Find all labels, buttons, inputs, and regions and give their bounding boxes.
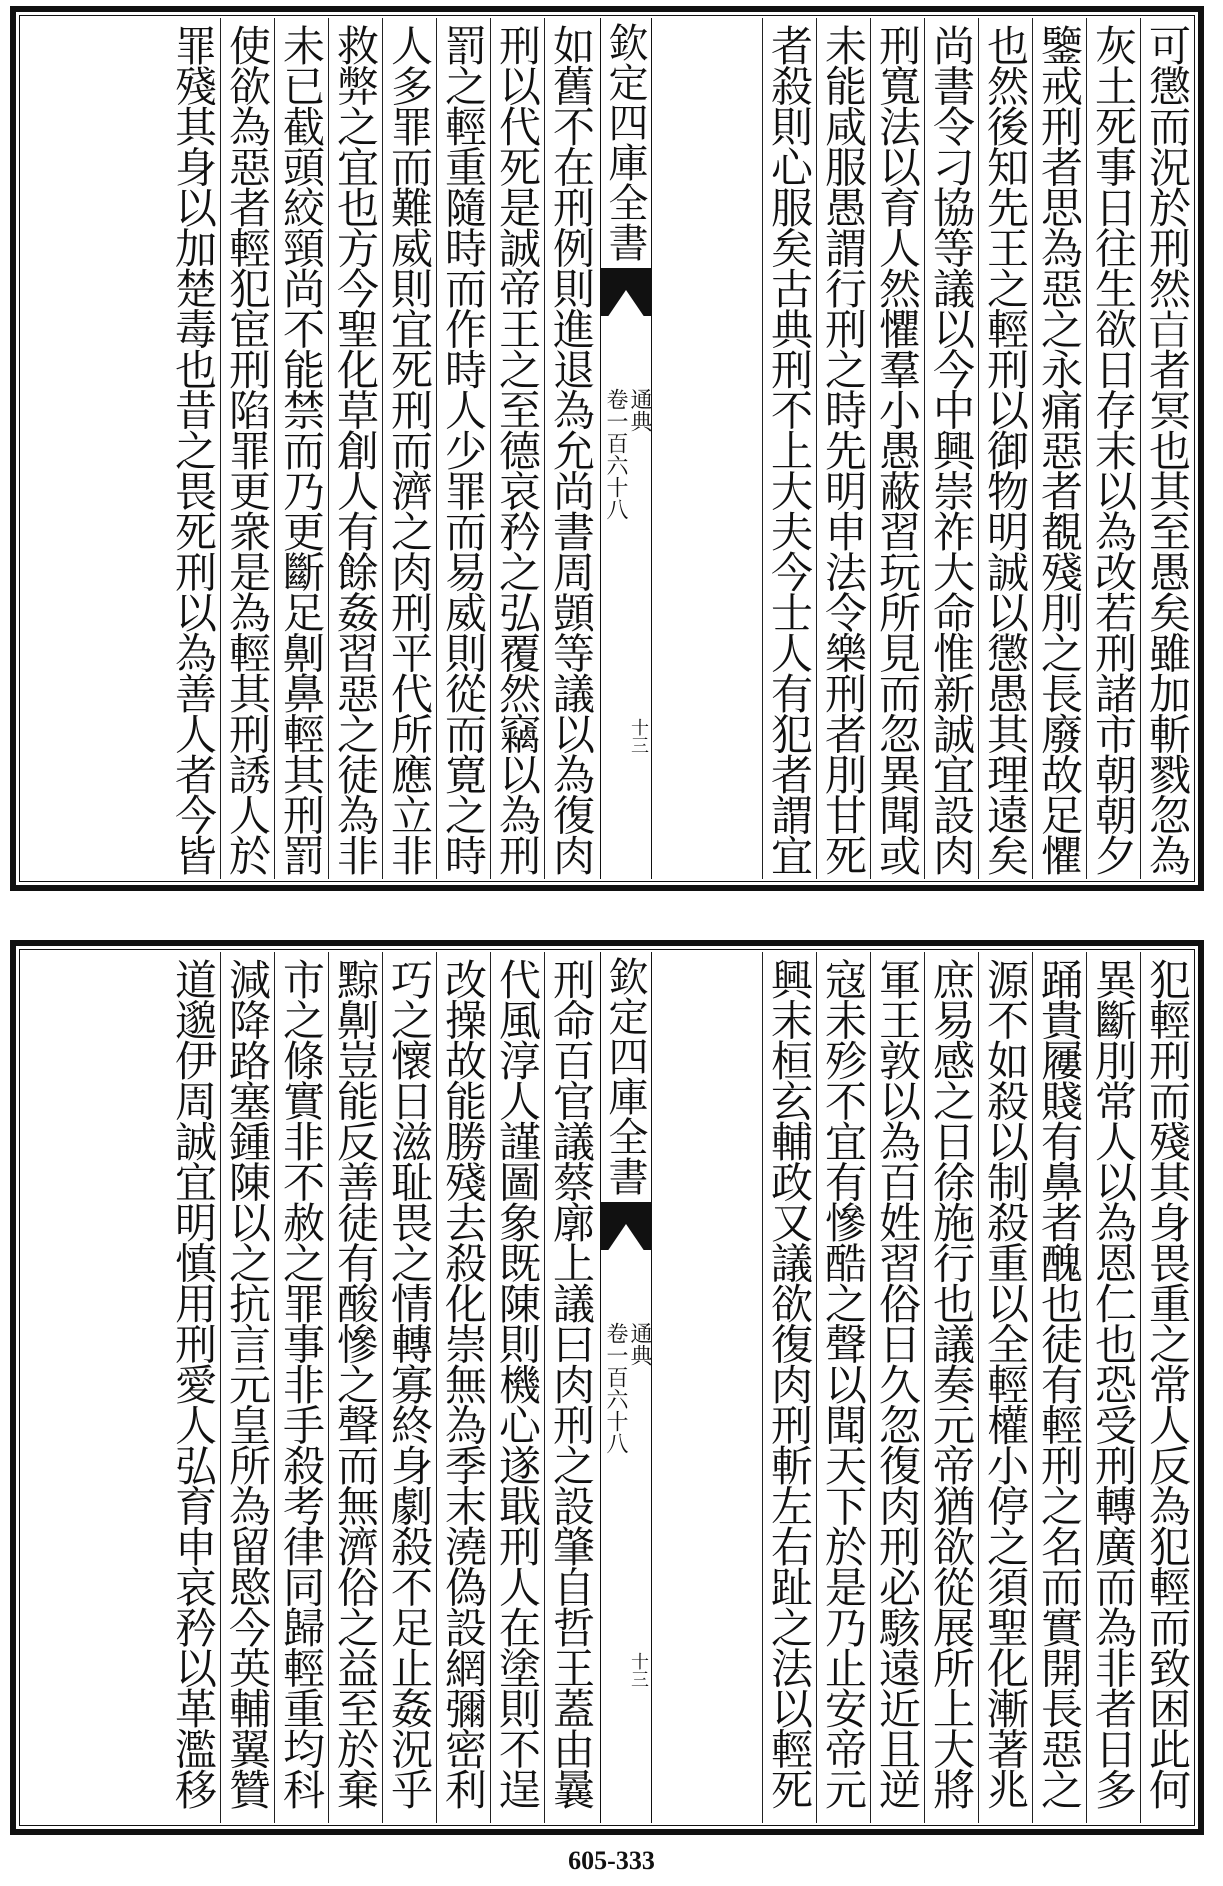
text-column: 灰土死事日往生欲日存末以為改若刑諸市朝朝夕 [1086, 18, 1140, 879]
text-column: 罰之輕重隨時而作時人少罪而易威則從而寛之時 [436, 18, 490, 879]
fishtail-mark [601, 268, 651, 316]
center-title: 欽定四庫全書 [602, 22, 648, 262]
page-number: 605-333 [568, 1846, 655, 1875]
center-title: 欽定四庫全書 [602, 956, 648, 1196]
text-column: 興末桓玄輔政又議欲復肉刑斬左右趾之法以輕死 [762, 952, 816, 1823]
text-column: 刑寬法以育人然懼羣小愚蔽習玩所見而忽異聞或 [870, 18, 924, 879]
text-column: 黥劓豈能反善徒有酸慘之聲而無濟俗之益至於棄 [328, 952, 382, 1823]
text-column: 代風淳人謹圖象既陳則機心遂戢刑人在塗則不逞 [490, 952, 544, 1823]
volume-number: 卷一百六十八 [603, 1322, 628, 1454]
center-fold [600, 18, 652, 879]
volume-number: 卷一百六十八 [603, 388, 628, 520]
folio-number: 十三 [628, 1652, 649, 1688]
text-column: 寇未殄不宜有慘酷之聲以聞天下於是乃止安帝元 [816, 952, 870, 1823]
text-column: 鑒戒刑者思為惡之永痛惡者覩殘刖之長廢故足懼 [1032, 18, 1086, 879]
text-column: 者殺則心服矣古典刑不上大夫今士人有犯者謂宜 [762, 18, 816, 879]
bottom-page [10, 940, 1204, 1835]
text-column: 未能咸服愚謂行刑之時先明申法令樂刑者刖甘死 [816, 18, 870, 879]
text-column: 人多罪而難威則宜死刑而濟之肉刑平代所應立非 [382, 18, 436, 879]
text-column: 可懲而況於刑然𣅀者冥也其至愚矣雖加斬戮忽為 [1140, 18, 1194, 879]
text-column: 巧之懷日滋耻畏之情轉寡終身劇殺不足止姦況乎 [382, 952, 436, 1823]
text-column: 使欲為惡者輕犯宦刑陷罪更衆是為輕其刑誘人於 [220, 18, 274, 879]
center-fold [600, 952, 652, 1823]
text-column: 市之條實非不赦之罪事非手殺考律同歸輕重均科 [274, 952, 328, 1823]
fishtail-mark [601, 1202, 651, 1250]
text-column: 尚書令刁協等議以今中興崇祚大命惟新誠宜設肉 [924, 18, 978, 879]
folio-number: 十三 [628, 718, 649, 754]
text-column: 未已截頭絞頸尚不能禁而乃更斷足劓鼻輕其刑罰 [274, 18, 328, 879]
text-column: 踊貴屨賤有鼻者醜也徒有輕刑之名而實開長惡之 [1032, 952, 1086, 1823]
text-column: 源不如殺以制殺重以全輕權小停之須聖化漸著兆 [978, 952, 1032, 1823]
center-subtitle [601, 388, 651, 538]
text-column: 犯輕刑而殘其身畏重之常人反為犯輕而致困此何 [1140, 952, 1194, 1823]
book-name: 通典 [627, 388, 652, 432]
top-page [10, 6, 1204, 891]
text-column: 罪殘其身以加楚毒也昔之畏死刑以為善人者今皆 [169, 24, 218, 875]
text-column: 改操故能勝殘去殺化崇無為季末澆偽設網彌密利 [436, 952, 490, 1823]
text-column: 救弊之宜也方今聖化草創人有餘姦習惡之徒為非 [328, 18, 382, 879]
text-column: 如舊不在刑例則進退為允尚書周顗等議以為復肉 [544, 18, 598, 879]
text-column: 刑命百官議蔡廓上議曰肉刑之設肇自哲王蓋由曩 [544, 952, 598, 1823]
text-column: 軍王敦以為百姓習俗日久忽復肉刑必駭遠近且逆 [870, 952, 924, 1823]
text-column: 也然後知先王之輕刑以御物明誠以懲愚其理遠矣 [978, 18, 1032, 879]
book-name: 通典 [627, 1322, 652, 1366]
text-column: 異斷刖常人以為恩仁也恐受刑轉廣而為非者日多 [1086, 952, 1140, 1823]
center-subtitle [601, 1322, 651, 1472]
text-column: 庶易感之日徐施行也議奏元帝猶欲從展所上大將 [924, 952, 978, 1823]
text-column: 道邈伊周誠宜明慎用刑愛人弘育申哀矜以革濫移 [169, 958, 218, 1809]
text-column: 刑以代死是誠帝王之至德哀矜之弘覆然竊以為刑 [490, 18, 544, 879]
text-column: 減降路塞鍾陳以之抗言元皇所為留愍今英輔翼贊 [220, 952, 274, 1823]
